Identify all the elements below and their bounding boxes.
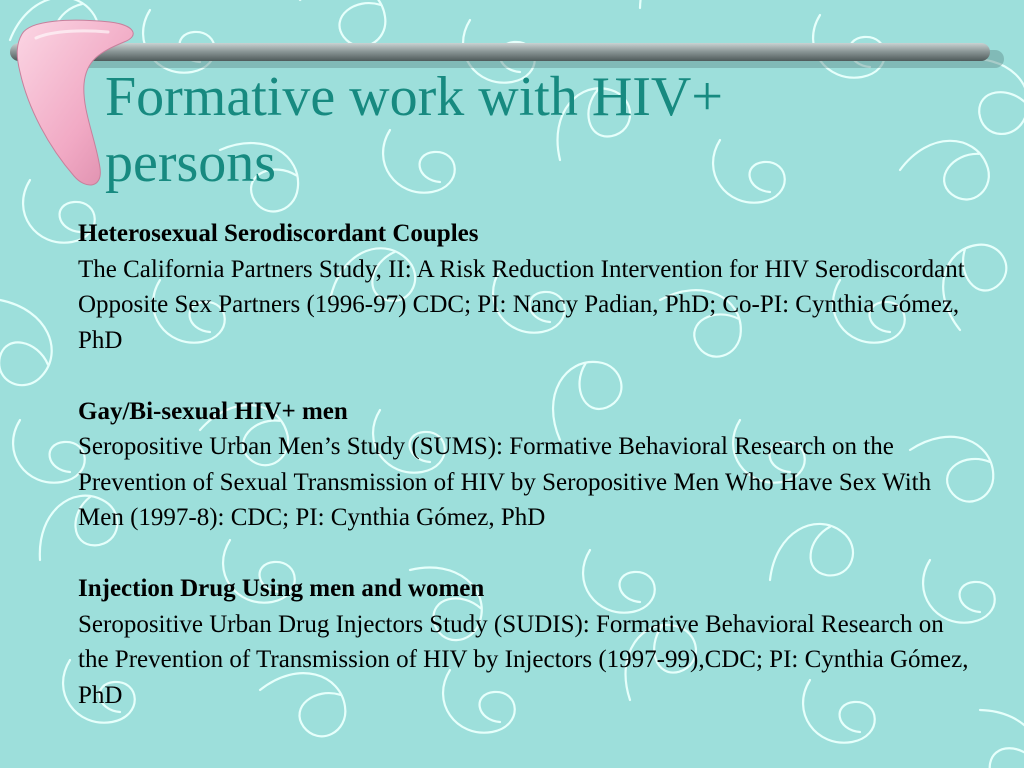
slide-title <box>105 64 985 196</box>
section-heading: Heterosexual Serodiscordant Couples <box>78 220 479 247</box>
section-injection-drug-users <box>78 571 978 713</box>
section-heterosexual-couples <box>78 216 978 358</box>
section-gay-bisexual-men <box>78 394 978 536</box>
section-text: Seropositive Urban Men’s Study (SUMS): Formative Behavioral Research on the Prevention of Sexual Transmission of HIV by Seropositive Men Who Have Sex With Men (1997-8): CDC; PI: Cynthia Gómez, PhD <box>78 433 932 531</box>
title-line-2: persons <box>105 132 277 194</box>
title-line-1: Formative work with HIV+ <box>105 66 723 128</box>
section-text: The California Partners Study, II: A Risk Reduction Intervention for HIV Serodiscordant Opposite Sex Partners (1996-97) CDC; PI: Nancy Padian, PhD; Co-PI: Cynthia Gómez, PhD <box>78 255 965 354</box>
section-text: Seropositive Urban Drug Injectors Study (SUDIS): Formative Behavioral Research on the Prevention of Transmission of HIV by Injectors (1997-99),CDC; PI: Cynthia Gómez, PhD <box>78 610 969 709</box>
section-heading: Injection Drug Using men and women <box>78 575 485 602</box>
slide-body <box>78 216 978 749</box>
section-heading: Gay/Bi-sexual HIV+ men <box>78 397 348 425</box>
title-bar <box>10 43 990 61</box>
